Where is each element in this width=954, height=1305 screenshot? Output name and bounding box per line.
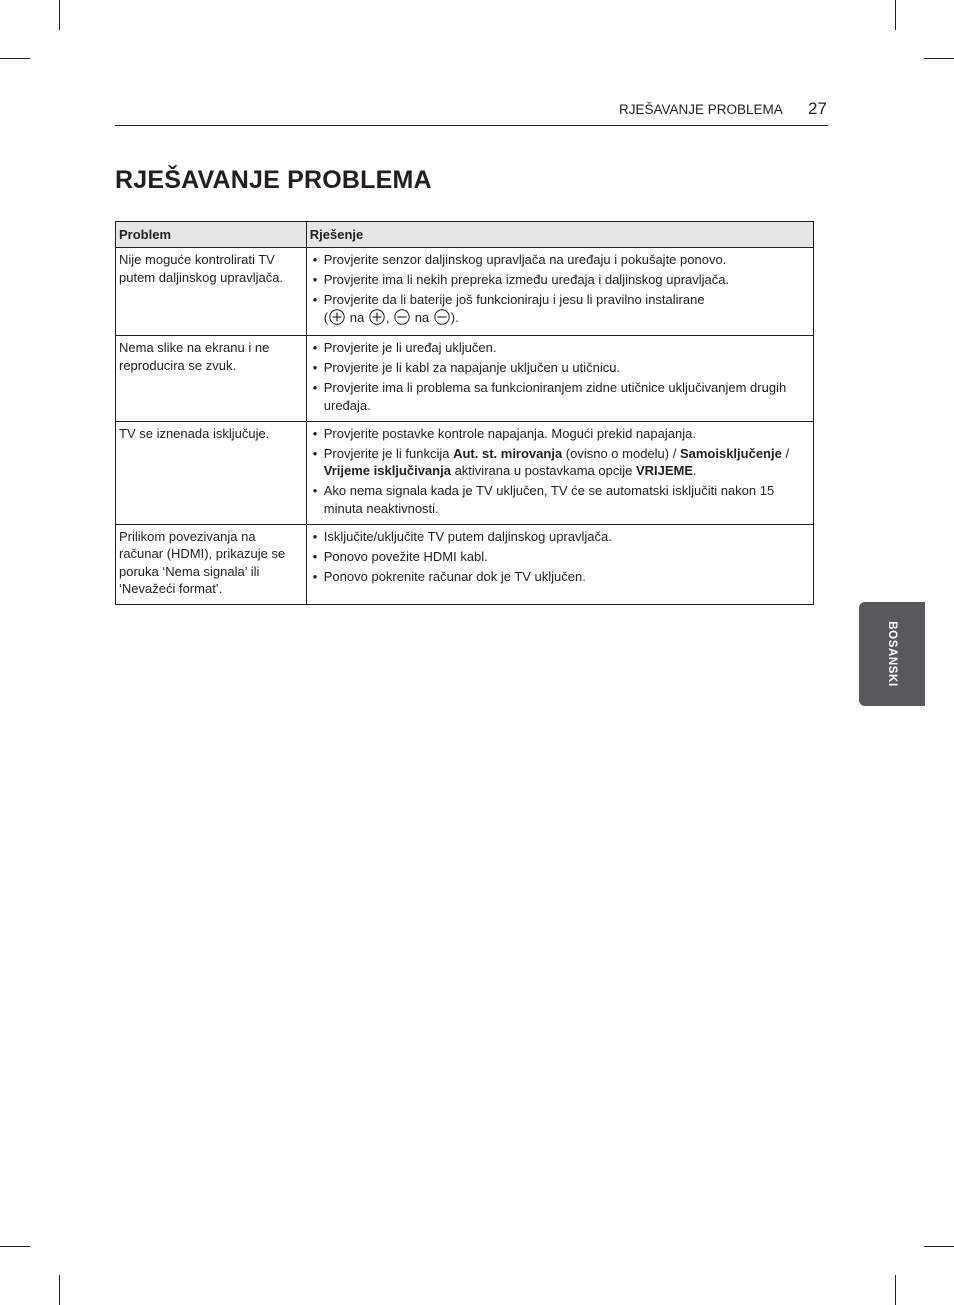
column-header-solution: Rješenje bbox=[306, 222, 813, 248]
text-run: . bbox=[693, 463, 697, 478]
text-run: (ovisno o modelu) / bbox=[562, 445, 680, 461]
solution-cell bbox=[306, 336, 813, 422]
solution-cell bbox=[306, 524, 813, 604]
word-na: na bbox=[349, 309, 365, 325]
solution-item: • Provjerite je li kabl za napajanje uključen u utičnicu. bbox=[310, 359, 810, 377]
table-header-row bbox=[116, 222, 814, 248]
menu-term: VRIJEME bbox=[635, 463, 694, 478]
solution-list bbox=[310, 339, 810, 414]
text-run: / bbox=[781, 445, 790, 461]
text-run: Provjerite je li funkcija bbox=[323, 445, 454, 461]
solution-item bbox=[310, 445, 810, 480]
page-title: RJEŠAVANJE PROBLEMA bbox=[115, 166, 432, 194]
text-run: aktivirana u postavkama opcije bbox=[450, 463, 636, 478]
battery-text: Provjerite da li baterije još funkcioniraju i jesu li pravilno instalirane bbox=[323, 292, 705, 307]
solution-item: • Provjerite je li uređaj uključen. bbox=[310, 339, 810, 357]
crop-mark bbox=[0, 1246, 30, 1247]
problem-cell: Prilikom povezivanja na računar (HDMI), prikazuje se poruka ‘Nema signala’ ili ‘Nevažeći format’. bbox=[116, 524, 307, 604]
crop-mark bbox=[0, 58, 30, 59]
running-header: RJEŠAVANJE PROBLEMA bbox=[619, 102, 783, 117]
table-row bbox=[116, 524, 814, 604]
comma: , bbox=[385, 309, 390, 325]
solution-item: • Provjerite postavke kontrole napajanja. Mogući prekid napajanja. bbox=[310, 425, 810, 443]
crop-mark bbox=[59, 1275, 60, 1305]
solution-cell bbox=[306, 421, 813, 524]
battery-plus-icon bbox=[329, 309, 345, 325]
problem-cell: TV se iznenada isključuje. bbox=[116, 421, 307, 524]
solution-list bbox=[310, 425, 810, 518]
solution-item: • Provjerite senzor daljinskog upravljača na uređaju i pokušajte ponovo. bbox=[310, 251, 810, 269]
solution-item: • Provjerite ima li problema sa funkcioniranjem zidne utičnice uključivanjem drugih uređaja. bbox=[310, 379, 810, 414]
crop-mark bbox=[895, 0, 896, 30]
menu-term: Aut. st. mirovanja bbox=[453, 445, 563, 461]
battery-minus-icon bbox=[394, 309, 410, 325]
crop-mark bbox=[924, 58, 954, 59]
menu-term: Samoisključenje bbox=[679, 445, 782, 461]
paren-open: ( bbox=[323, 309, 329, 325]
solution-list bbox=[310, 528, 810, 586]
solution-item: • Provjerite ima li nekih prepreka između uređaja i daljinskog upravljača. bbox=[310, 271, 810, 289]
table-row bbox=[116, 248, 814, 336]
table-row bbox=[116, 421, 814, 524]
solution-item: • Ponovo povežite HDMI kabl. bbox=[310, 548, 810, 566]
battery-minus-icon bbox=[434, 309, 450, 325]
language-tab bbox=[859, 602, 925, 706]
solution-list bbox=[310, 251, 810, 326]
solution-cell bbox=[306, 248, 813, 336]
menu-term: Vrijeme isključivanja bbox=[323, 463, 451, 478]
table-row bbox=[116, 336, 814, 422]
word-na: na bbox=[414, 309, 430, 325]
crop-mark bbox=[895, 1275, 896, 1305]
page-number: 27 bbox=[808, 99, 827, 118]
troubleshooting-table bbox=[115, 221, 814, 605]
solution-item: • Isključite/uključite TV putem daljinskog upravljača. bbox=[310, 528, 810, 546]
crop-mark bbox=[924, 1246, 954, 1247]
column-header-problem: Problem bbox=[116, 222, 307, 248]
problem-cell: Nema slike na ekranu i ne reproducira se zvuk. bbox=[116, 336, 307, 422]
battery-plus-icon bbox=[369, 309, 385, 325]
crop-mark bbox=[59, 0, 60, 30]
paren-close: ). bbox=[450, 309, 459, 325]
solution-item bbox=[310, 291, 810, 326]
language-label: BOSANSKI bbox=[886, 621, 898, 687]
problem-cell: Nije moguće kontrolirati TV putem daljinskog upravljača. bbox=[116, 248, 307, 336]
solution-item: • Ponovo pokrenite računar dok je TV uključen. bbox=[310, 568, 810, 586]
header-divider bbox=[115, 125, 828, 126]
solution-item: • Ako nema signala kada je TV uključen, TV će se automatski isključiti nakon 15 minuta neaktivnosti. bbox=[310, 482, 810, 517]
